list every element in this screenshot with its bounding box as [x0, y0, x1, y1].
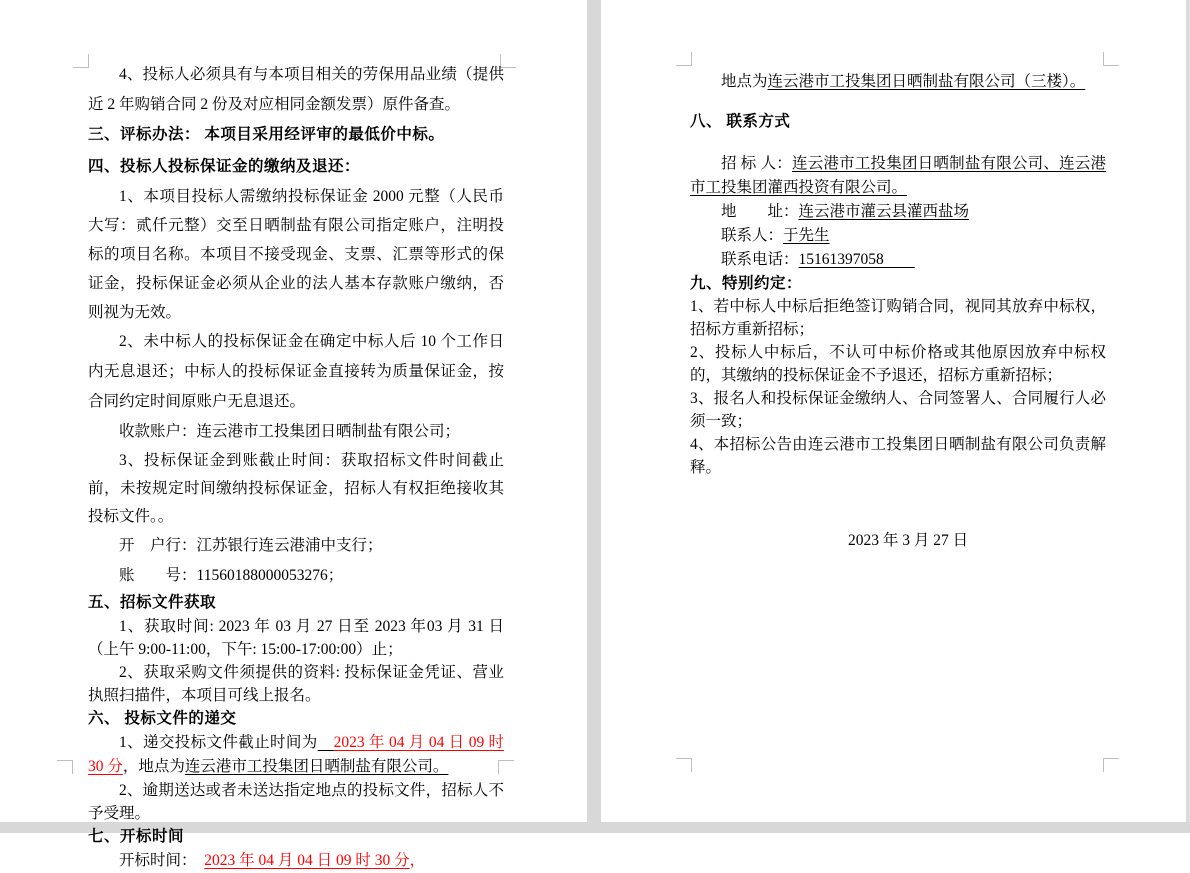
bid-opening-date: 2023 年 04 月 04 日 09 时 30 分	[204, 852, 410, 869]
heading-contact: 八、 联系方式	[690, 113, 791, 130]
para-deposit-deadline: 3、投标保证金到账截止时间：获取招标文件时间截止前，未按规定时间缴纳投标保证金，招标人有权拒绝接收其投标文件。。	[88, 452, 504, 525]
para-notice-date: 2023 年 3 月 27 日	[848, 532, 969, 549]
address-value: 连云港市灌云县灌西盐场	[798, 203, 970, 220]
tenderer-label: 招 标 人：	[721, 155, 793, 172]
contact-person-label: 联系人：	[721, 227, 784, 244]
tenderer-value: 连云港市工投集团日晒制盐有限公司、连云港市工投集团灌西投资有限公司。	[690, 155, 1106, 196]
para-special-term-1: 1、若中标人中标后拒绝签订购销合同，视同其放弃中标权，招标方重新招标；	[690, 298, 1106, 338]
canvas-right-edge	[1186, 0, 1190, 822]
place-prefix: 地点为	[721, 73, 768, 90]
para-deposit-amount: 1、本项目投标人需缴纳投标保证金 2000 元整（人民币大写：贰仟元整）交至日晒制盐有限公司指定账户，注明投标的项目名称。本项目不接受现金、支票、汇票等形式的保证金，投标保证金必须从企业的法人基本存款账户缴纳，否则视为无效。	[88, 188, 504, 321]
page-right	[690, 70, 1106, 553]
heading-bid-submission: 六、 投标文件的递交	[88, 710, 237, 727]
blank-underline	[318, 734, 334, 751]
para-contact-phone	[690, 248, 1106, 272]
para-payee-account: 收款账户：连云港市工投集团日晒制盐有限公司；	[119, 423, 461, 440]
contact-person-value: 于先生	[783, 227, 830, 244]
address-label: 地 址：	[721, 203, 799, 220]
submission-mid: ，地点为	[122, 758, 185, 775]
margin-mark	[1103, 52, 1119, 66]
para-bank-name: 开 户行：江苏银行连云港浦中支行；	[119, 537, 383, 554]
contact-phone-value: 15161397058	[798, 251, 915, 268]
para-special-term-3: 3、报名人和投标保证金缴纳人、合同签署人、合同履行人必须一致；	[690, 390, 1106, 430]
para-tenderer	[690, 152, 1106, 200]
para-address	[690, 200, 1106, 224]
para-late-submission: 2、逾期送达或者未送达指定地点的投标文件，招标人不予受理。	[88, 782, 504, 822]
submission-deadline-date: 2023 年 04 月 04 日 09 时 30 分	[88, 734, 504, 775]
heading-bid-deposit: 四、投标人投标保证金的缴纳及退还：	[88, 158, 361, 175]
submission-place: 连云港市工投集团日晒制盐有限公司。	[184, 758, 449, 775]
submission-prefix: 1、递交投标文件截止时间为	[119, 734, 318, 751]
margin-mark	[676, 52, 692, 66]
bid-opening-label: 开标时间：	[119, 852, 205, 869]
page-left	[88, 60, 504, 873]
heading-special-terms: 九、特别约定：	[690, 275, 803, 292]
margin-mark	[73, 54, 89, 68]
contact-phone-label: 联系电话：	[721, 251, 799, 268]
para-acquisition-materials: 2、获取采购文件须提供的资料: 投标保证金凭证、营业执照扫描件，本项目可线上报名。	[88, 664, 504, 704]
margin-mark	[676, 758, 692, 772]
account-label: 账 号：	[119, 567, 197, 584]
margin-mark	[1103, 758, 1119, 772]
heading-bid-opening: 七、开标时间	[88, 828, 185, 845]
para-acquisition-time: 1、获取时间: 2023 年 03 月 27 日至 2023 年03 月 31 日（上午 9:00-11:00，下午: 15:00-17:00:00）止；	[88, 618, 504, 658]
para-deposit-refund: 2、未中标人的投标保证金在确定中标人后 10 个工作日内无息退还；中标人的投标保证金直接转为质量保证金，按合同约定时间原账户无息退还。	[88, 333, 504, 410]
account-value: 11560188000053276；	[196, 567, 344, 584]
bid-opening-comma: ，	[409, 852, 426, 869]
para-performance-requirement: 4、投标人必须具有与本项目相关的劳保用品业绩（提供近 2 年购销合同 2 份及对应相同金额发票）原件备查。	[88, 66, 504, 113]
para-account-number	[88, 561, 504, 591]
para-special-term-4: 4、本招标公告由连云港市工投集团日晒制盐有限公司负责解释。	[690, 436, 1106, 476]
para-special-term-2: 2、投标人中标后，不认可中标价格或其他原因放弃中标权的，其缴纳的投标保证金不予退还，招标方重新招标；	[690, 344, 1106, 384]
place-value: 连云港市工投集团日晒制盐有限公司（三楼）。	[767, 73, 1086, 90]
para-contact-person	[690, 224, 1106, 248]
para-bid-opening-place	[690, 70, 1106, 94]
para-submission-deadline	[88, 731, 504, 779]
para-bid-opening-time	[88, 849, 504, 873]
heading-document-acquisition: 五、招标文件获取	[88, 594, 217, 611]
heading-evaluation-method: 三、评标办法： 本项目采用经评审的最低价中标。	[88, 126, 445, 143]
page-gutter	[587, 0, 601, 822]
margin-mark	[57, 760, 73, 774]
